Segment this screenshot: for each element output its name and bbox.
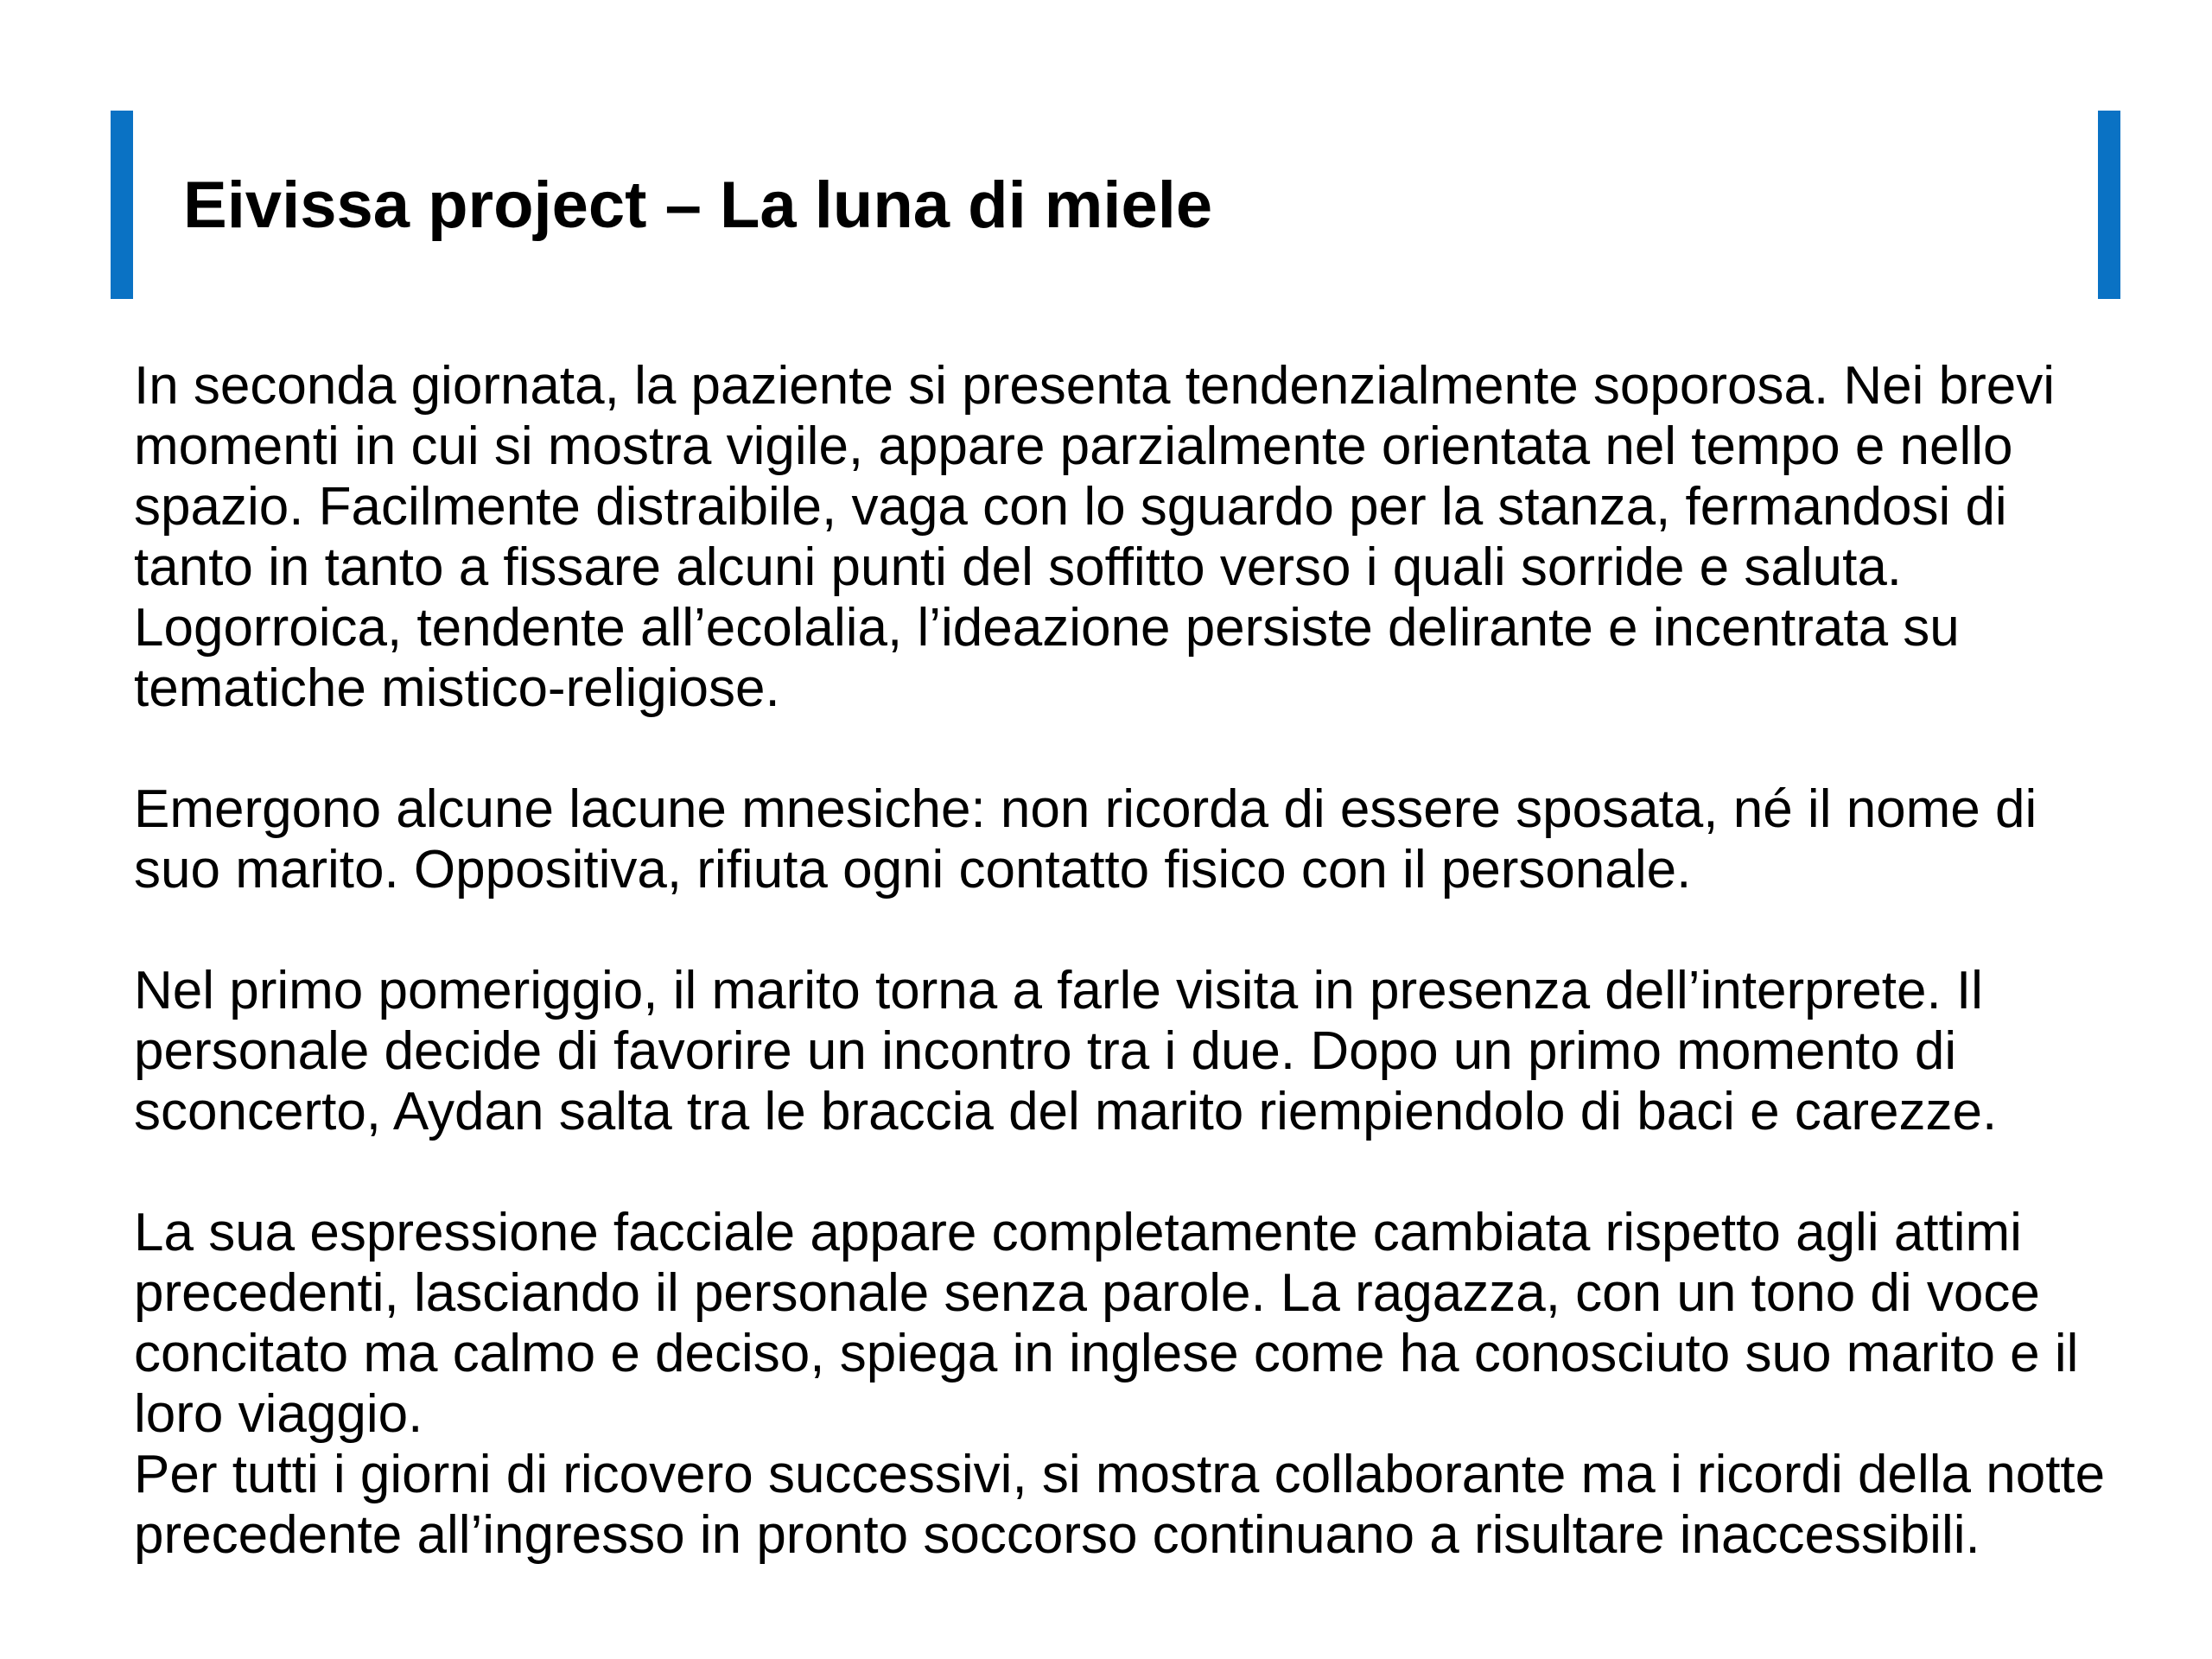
- right-accent-bar: [2098, 111, 2120, 299]
- paragraph-5: Per tutti i giorni di ricovero successivi, si mostra collaborante ma i ricordi della notte precedente all’ingresso in pronto soccorso continuano a risultare inaccessibili.: [134, 1445, 2106, 1565]
- paragraph-1: In seconda giornata, la paziente si presenta tendenzialmente soporosa. Nei brevi momenti in cui si mostra vigile, appare parzialmente orientata nel tempo e nello spazio. Facilmente distraibile, vaga con lo sguardo per la stanza, fermandosi di tanto in tanto a fissare alcuni punti del soffitto verso i quali sorride e saluta. Logorroica, tendente all’ecolalia, l’ideazione persiste delirante e incentrata su tematiche mistico-religiose.: [134, 356, 2056, 718]
- paragraph-2: Emergono alcune lacune mnesiche: non ricorda di essere sposata, né il nome di suo marito. Oppositiva, rifiuta ogni contatto fisico con il personale.: [134, 779, 2037, 899]
- left-accent-bar: [111, 111, 133, 299]
- slide-title: Eivissa project – La luna di miele: [183, 168, 1213, 242]
- paragraph-3: Nel primo pomeriggio, il marito torna a farle visita in presenza dell’interprete. Il personale decide di favorire un incontro tra i due. Dopo un primo momento di sconcerto, Aydan salta tra le braccia del marito riempiendolo di baci e carezze.: [134, 961, 1998, 1141]
- paragraph-4: La sua espressione facciale appare completamente cambiata rispetto agli attimi precedenti, lasciando il personale senza parole. La ragazza, con un tono di voce concitato ma calmo e deciso, spiega in inglese come ha conosciuto suo marito e il loro viaggio.: [134, 1203, 2079, 1444]
- slide-body: [134, 356, 2130, 1566]
